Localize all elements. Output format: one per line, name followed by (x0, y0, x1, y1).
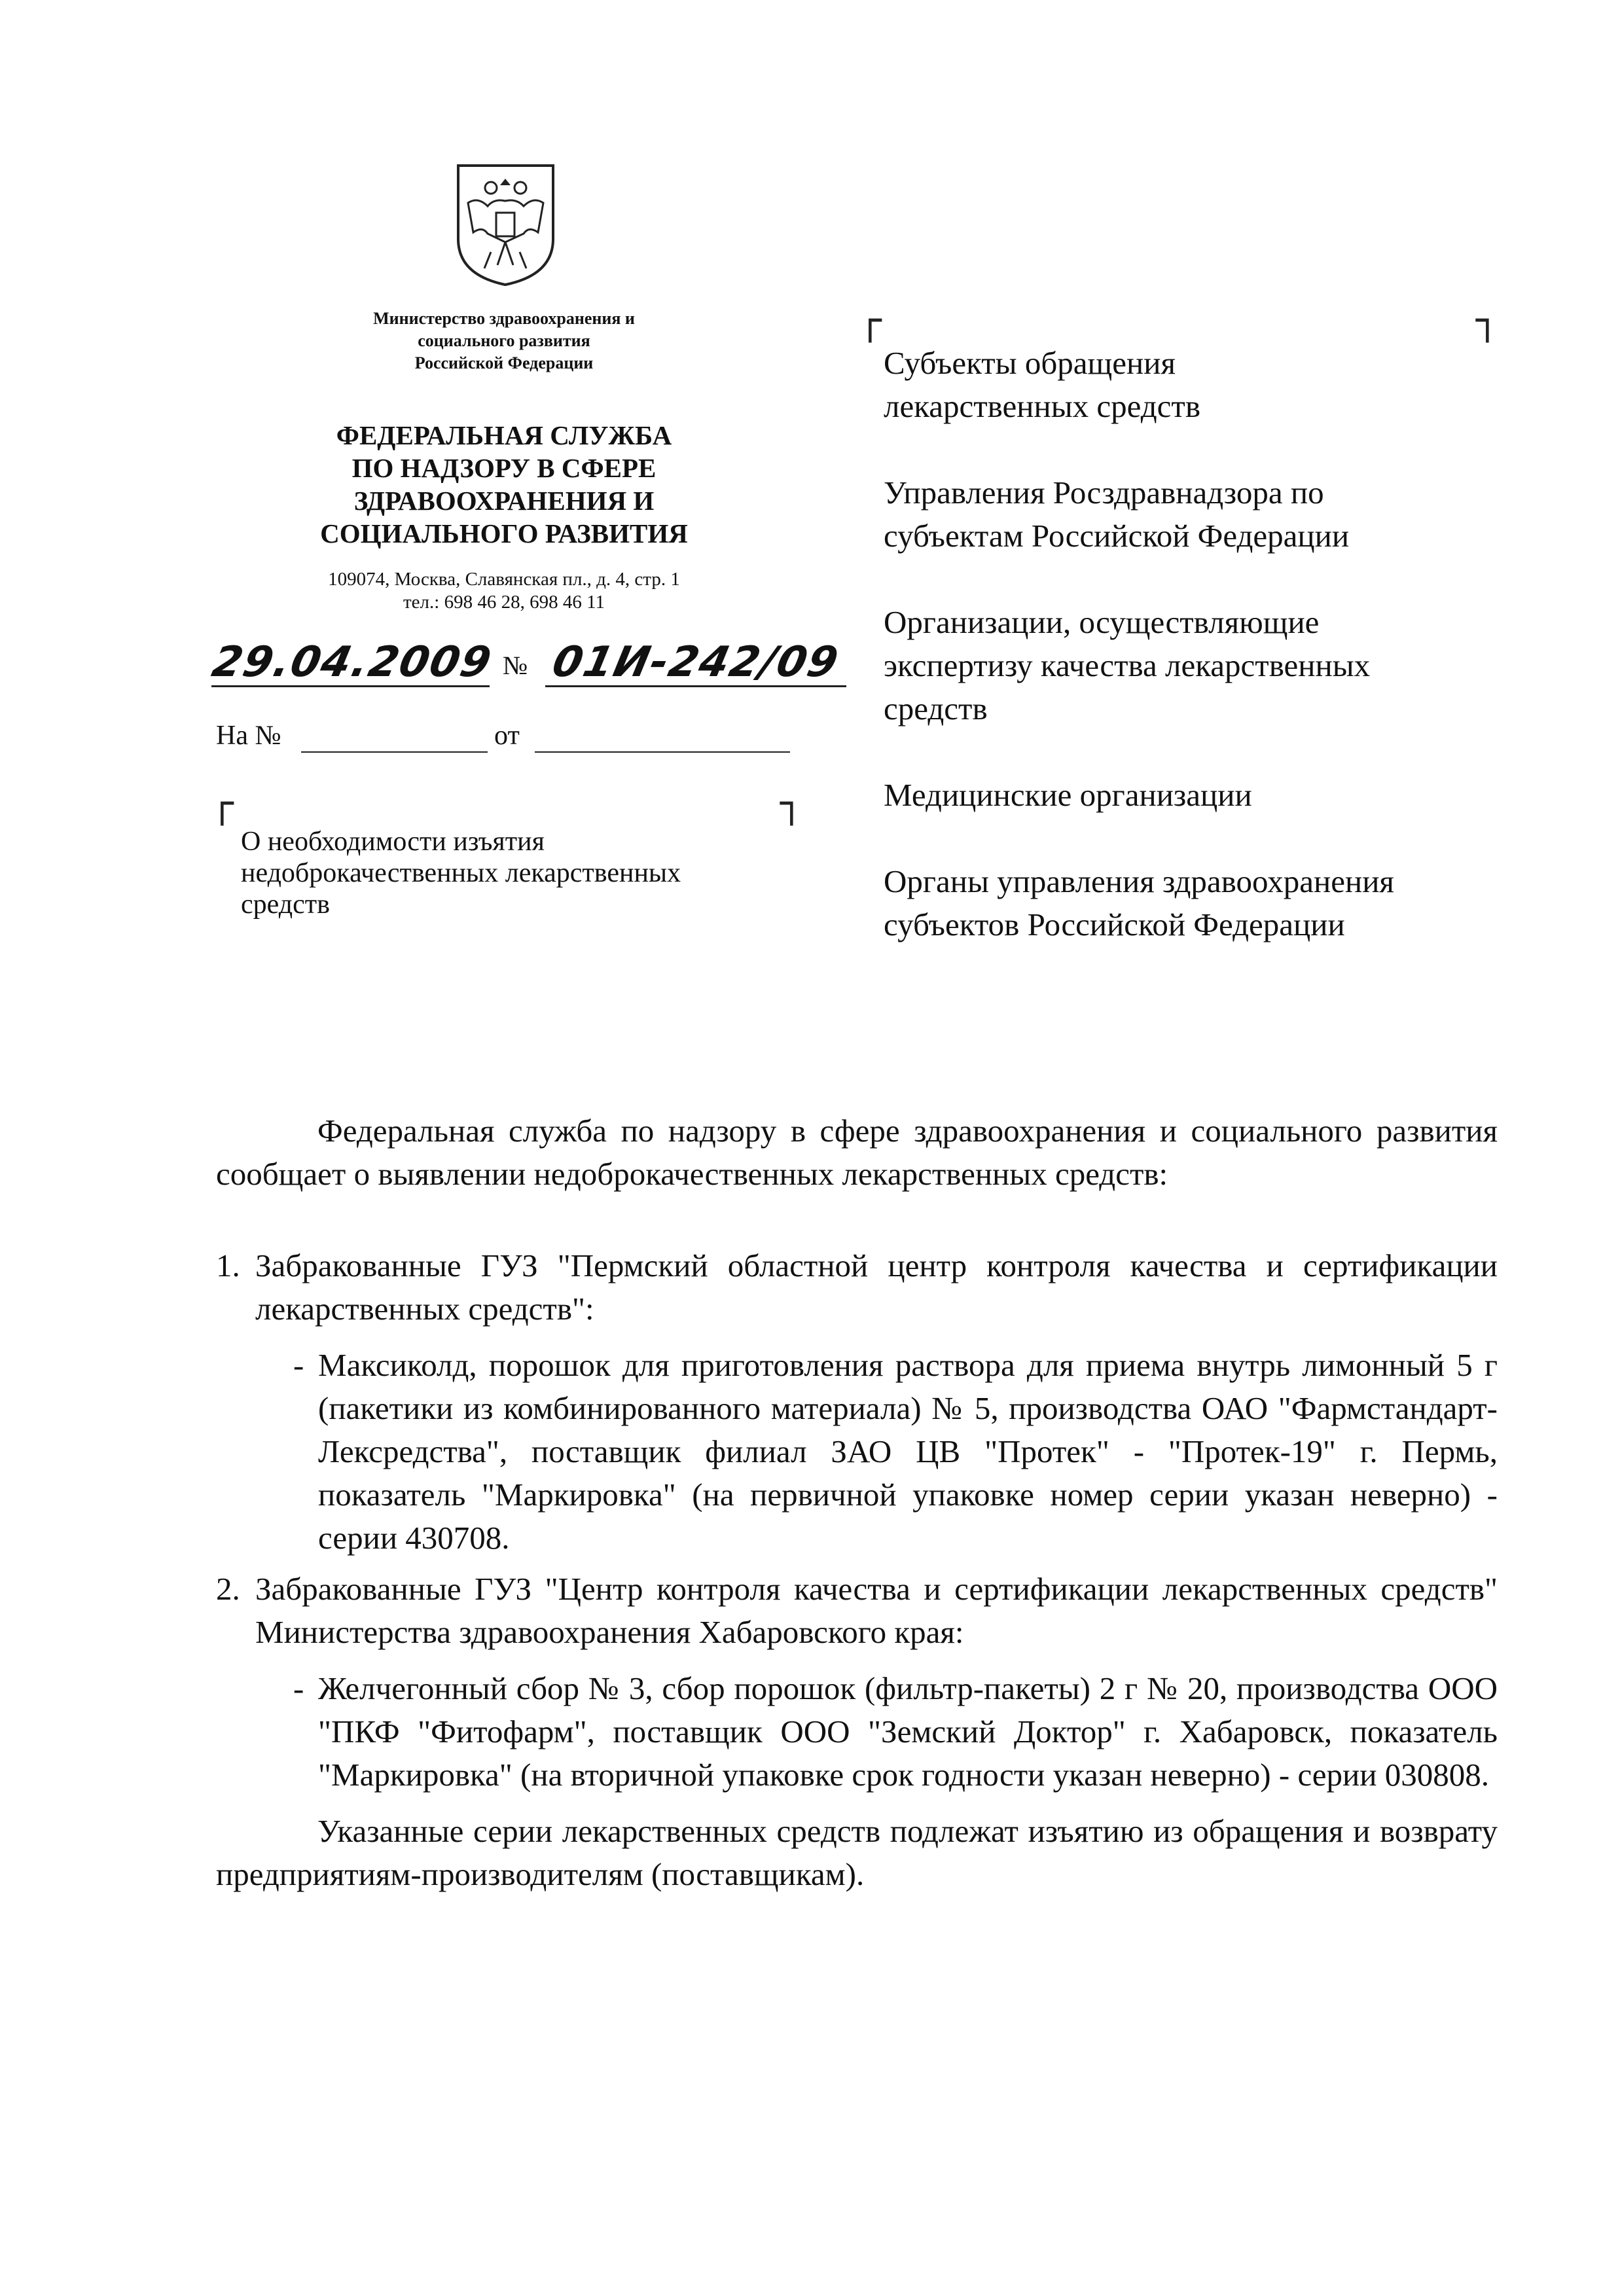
subject-line: О необходимости изъятия (241, 827, 545, 857)
addressee (884, 471, 1538, 558)
addressee-list (884, 342, 1538, 990)
service-line: ФЕДЕРАЛЬНАЯ СЛУЖБА (336, 420, 672, 450)
list-item (216, 1244, 1498, 1331)
addressee-bracket-left: ┌ (859, 298, 882, 342)
addressee-line: экспертизу качества лекарственных (884, 647, 1371, 683)
letter-subject (241, 826, 797, 920)
list-item-number: 1. (216, 1247, 240, 1283)
service-line: СОЦИАЛЬНОГО РАЗВИТИЯ (320, 518, 688, 548)
date-underline (211, 685, 490, 687)
addressee-line: Субъекты обращения (884, 345, 1176, 381)
sub-item-text: Максиколд, порошок для приготовления раствора для приема внутрь лимонный 5 г (пакетики из комбинированного материала) № 5, производства ОАО "Фармстандарт-Лексредства", поставщик филиал ЗАО ЦВ "Протек" - "Протек-19" г. Пермь, показатель "Маркировка" (на первичной упаковке номер серии указан неверно) - серии 430708. (318, 1347, 1498, 1556)
subject-line: недоброкачественных лекарственных (241, 858, 681, 888)
addressee-line: лекарственных средств (884, 388, 1200, 424)
number-sign: № (503, 651, 528, 680)
addressee (884, 774, 1538, 817)
letter-body (216, 1109, 1498, 1896)
addressee-line: Организации, осуществляющие (884, 604, 1320, 640)
phone-line: тел.: 698 46 28, 698 46 11 (403, 592, 605, 613)
ministry-line: Министерство здравоохранения и (373, 309, 635, 328)
sub-item (293, 1667, 1498, 1797)
service-name (249, 419, 759, 550)
service-line: ЗДРАВООХРАНЕНИЯ И (353, 486, 655, 516)
dash-bullet: - (293, 1670, 304, 1706)
coat-of-arms-emblem (452, 160, 560, 288)
reference-line (216, 720, 805, 759)
address-line: 109074, Москва, Славянская пл., д. 4, стр. 1 (328, 569, 680, 590)
ministry-line: Российской Федерации (414, 353, 594, 372)
service-address (249, 568, 759, 614)
list-item-text: Забракованные ГУЗ "Пермский областной центр контроля качества и сертификации лекарственных средств": (255, 1247, 1498, 1327)
subject-bracket-right: ┐ (780, 781, 803, 825)
addressee-line: средств (884, 691, 988, 726)
subject-line: средств (241, 889, 330, 920)
dash-bullet: - (293, 1347, 304, 1383)
addressee (884, 601, 1538, 730)
addressee-bracket-right: ┐ (1476, 298, 1499, 342)
registration-line (208, 638, 850, 691)
addressee-line: Медицинские организации (884, 777, 1252, 813)
ministry-line: социального развития (418, 331, 590, 350)
addressee-line: Управления Росздравнадзора по (884, 475, 1324, 511)
intro-paragraph: Федеральная служба по надзору в сфере здравоохранения и социального развития сообщает о выявлении недоброкачественных лекарственных средств: (216, 1113, 1498, 1192)
addressee-line: субъектов Российской Федерации (884, 906, 1345, 942)
number-underline (545, 685, 846, 687)
ministry-name (308, 308, 700, 374)
list-item-text: Забракованные ГУЗ "Центр контроля качества и сертификации лекарственных средств" Министерства здравоохранения Хабаровского края: (255, 1571, 1498, 1650)
russian-coat-of-arms-icon (452, 160, 560, 288)
closing-paragraph: Указанные серии лекарственных средств подлежат изъятию из обращения и возврату предприятиям-производителям (поставщикам). (216, 1813, 1498, 1892)
registration-date: 29.04.2009 (207, 638, 497, 687)
reference-date-blank (535, 751, 790, 753)
service-line: ПО НАДЗОРУ В СФЕРЕ (351, 453, 657, 483)
sub-item-text: Желчегонный сбор № 3, сбор порошок (фильтр-пакеты) 2 г № 20, производства ООО "ПКФ "Фитофарм", поставщик ООО "Земский Доктор" г. Хабаровск, показатель "Маркировка" (на вторичной упаковке срок годности указан неверно) - серии 030808. (318, 1670, 1498, 1793)
addressee (884, 860, 1538, 946)
sub-item (293, 1344, 1498, 1560)
reference-number-blank (301, 751, 488, 753)
subject-bracket-left: ┌ (211, 781, 234, 825)
list-item-number: 2. (216, 1571, 240, 1607)
addressee (884, 342, 1538, 428)
list-item (216, 1568, 1498, 1654)
registration-number: 01И-242/09 (548, 638, 844, 687)
addressee-line: Органы управления здравоохранения (884, 863, 1394, 899)
reference-from-label: от (494, 721, 520, 751)
addressee-line: субъектам Российской Федерации (884, 518, 1350, 554)
reference-number-label: На № (216, 721, 281, 751)
